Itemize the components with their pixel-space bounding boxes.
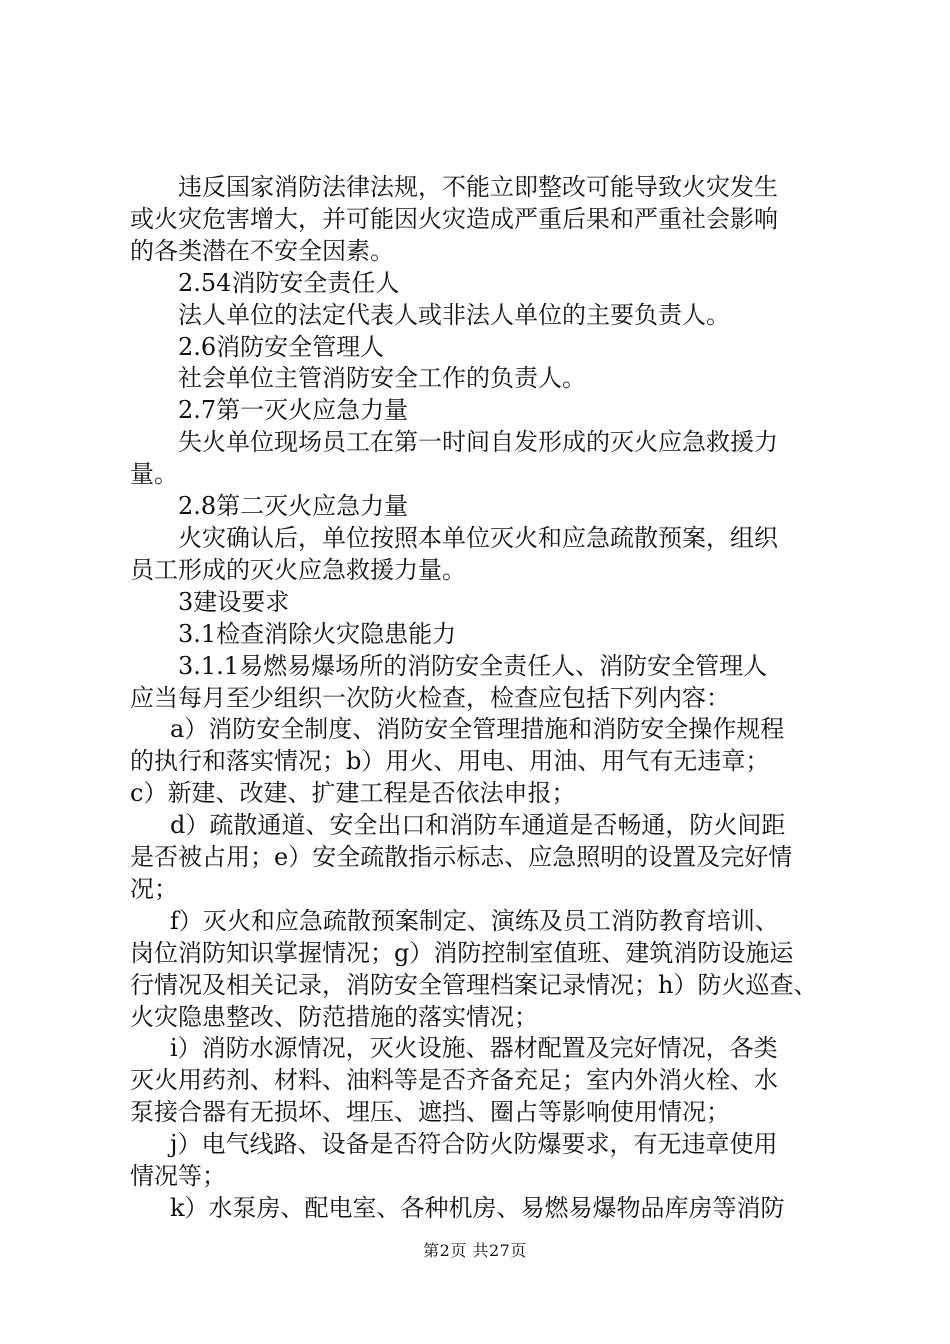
paragraph-line: 的各类潜在不安全因素。 bbox=[130, 236, 394, 265]
paragraph-line: 行情况及相关记录，消防安全管理档案记录情况；h）防火巡查、 bbox=[130, 970, 818, 999]
paragraph-line: 情况等； bbox=[130, 1162, 226, 1191]
section-heading: 2.6消防安全管理人 bbox=[178, 332, 385, 361]
page-number-footer: 第2页 共27页 bbox=[423, 1241, 527, 1260]
paragraph-line: d）疏散通道、安全出口和消防车通道是否畅通，防火间距 bbox=[170, 811, 786, 840]
paragraph-line: 况； bbox=[130, 874, 178, 903]
paragraph-line: 岗位消防知识掌握情况；g）消防控制室值班、建筑消防设施运 bbox=[130, 938, 794, 967]
paragraph-line: 社会单位主管消防安全工作的负责人。 bbox=[178, 364, 586, 393]
paragraph-line: 或火灾危害增大，并可能因火灾造成严重后果和严重社会影响 bbox=[130, 204, 778, 233]
section-heading: 2.7第一灭火应急力量 bbox=[178, 396, 409, 425]
document-body bbox=[130, 172, 830, 1225]
paragraph-line: 的执行和落实情况；b）用火、用电、用油、用气有无违章； bbox=[130, 747, 770, 776]
paragraph-line: 员工形成的灭火应急救援力量。 bbox=[130, 555, 466, 584]
paragraph-line: a）消防安全制度、消防安全管理措施和消防安全操作规程 bbox=[170, 715, 785, 744]
paragraph-line: 量。 bbox=[130, 460, 178, 489]
paragraph-line: 违反国家消防法律法规，不能立即整改可能导致火灾发生 bbox=[178, 173, 778, 201]
section-heading: 2.8第二灭火应急力量 bbox=[178, 492, 409, 521]
paragraph-line: 失火单位现场员工在第一时间自发形成的灭火应急救援力 bbox=[178, 428, 778, 457]
section-heading: 3建设要求 bbox=[178, 587, 290, 616]
paragraph-line: 3.1.1易燃易爆场所的消防安全责任人、消防安全管理人 bbox=[178, 651, 768, 680]
paragraph-line: 是否被占用；e）安全疏散指示标志、应急照明的设置及完好情 bbox=[130, 843, 793, 872]
paragraph-line: 灭火用药剂、材料、油料等是否齐备充足；室内外消火栓、水 bbox=[130, 1066, 778, 1095]
paragraph-line: f）灭火和应急疏散预案制定、演练及员工消防教育培训、 bbox=[170, 906, 779, 935]
paragraph-line: 火灾隐患整改、防范措施的落实情况； bbox=[130, 1002, 538, 1031]
paragraph-line: 泵接合器有无损坏、埋压、遮挡、圈占等影响使用情况； bbox=[130, 1098, 730, 1127]
paragraph-line: k）水泵房、配电室、各种机房、易燃易爆物品库房等消防 bbox=[170, 1194, 785, 1222]
paragraph-line: i）消防水源情况，灭火设施、器材配置及完好情况，各类 bbox=[170, 1034, 778, 1063]
paragraph-line: c）新建、改建、扩建工程是否依法申报； bbox=[130, 779, 576, 808]
paragraph-line: 应当每月至少组织一次防火检查，检查应包括下列内容： bbox=[130, 683, 730, 712]
section-heading: 2.54消防安全责任人 bbox=[178, 268, 400, 297]
section-heading: 3.1检查消除火灾隐患能力 bbox=[178, 619, 457, 648]
paragraph-line: j）电气线路、设备是否符合防火防爆要求，有无违章使用 bbox=[170, 1130, 778, 1159]
paragraph-line: 法人单位的法定代表人或非法人单位的主要负责人。 bbox=[178, 300, 730, 329]
paragraph-line: 火灾确认后，单位按照本单位灭火和应急疏散预案，组织 bbox=[178, 523, 778, 552]
